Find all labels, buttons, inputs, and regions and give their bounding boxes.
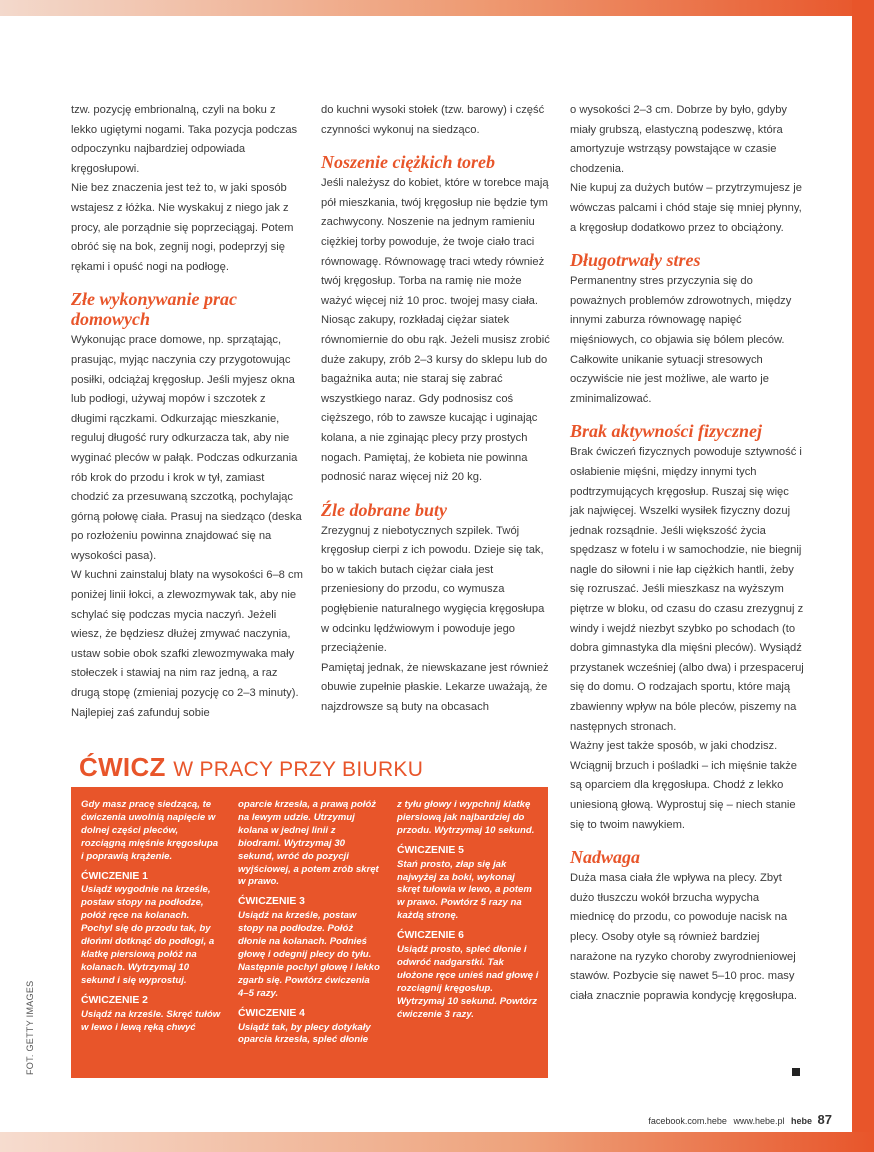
paragraph: Nie kupuj za dużych butów – przytrzymujesz je wówczas palcami i chód staje się mniej płynny, a kręgosłup dodatkowo przez to obciążony. <box>570 182 802 234</box>
exercise-box-title-bold: ĆWICZ <box>79 752 166 782</box>
paragraph: Niosąc zakupy, rozkładaj ciężar siatek równomiernie do obu rąk. Jeżeli musisz zrobić duże zakupy, zrób 2–3 kursy do sklepu lub do bagażnika auta; nie staraj się zabrać wszystkiego naraz. Gdy podnosisz coś cięższego, rób to zawsze kucając i uginając kolana, a nie zginając plecy przy prostych nogach. Pamiętaj, że kobieta nie powinna podnosić naraz więcej niż 20 kg. <box>321 314 550 484</box>
section-heading-bags: Noszenie ciężkich toreb <box>321 152 495 173</box>
exercise-text: Stań prosto, złap się jak najwyżej za boki, wykonaj skręt tułowia w lewo, a potem w prawo. Powtórz 5 razy na każdą stronę. <box>397 858 532 922</box>
footer-facebook-link[interactable]: facebook.com.hebe <box>648 1116 727 1126</box>
section-heading-shoes: Źle dobrane buty <box>321 499 447 520</box>
footer-web-link[interactable]: www.hebe.pl <box>733 1116 785 1126</box>
footer-brand: hebe <box>791 1116 813 1126</box>
exercise-heading: ĆWICZENIE 3 <box>238 896 305 908</box>
paragraph: Zrezygnuj z niebotycznych szpilek. Twój kręgosłup cierpi z ich powodu. Dzieje się tak, bo w takich butach ciężar ciała jest przeniesiony do przodu, co wymusza pogłębienie naturalnego wygięcia kręgosłupa w odcinku lędźwiowym i powoduje jego przeciążenie. <box>321 524 545 655</box>
exercise-column-1 <box>81 799 223 1041</box>
exercise-text: Usiądź prosto, spleć dłonie i odwróć nadgarstki. Tak ułożone ręce unieś nad głowę i rozciągnij kręgosłup. Wytrzymaj 10 sekund. Powtórz ćwiczenie 3 razy. <box>397 944 539 1020</box>
section-heading-housework: Złe wykonywanie prac domowych <box>71 289 237 330</box>
exercise-text: z tyłu głowy i wypchnij klatkę piersiową jak najbardziej do przodu. Wytrzymaj 10 sekund. <box>397 799 535 836</box>
page-number: 87 <box>817 1112 832 1127</box>
exercise-text: oparcie krzesła, a prawą połóż na lewym udzie. Utrzymuj kolana w jednej linii z biodrami. Wytrzymaj 30 sekund, wróć do pozycji wyjściowej, a potem zrób skręt w prawo. <box>238 799 379 888</box>
text-column-3 <box>570 101 805 1006</box>
paragraph: Jeśli należysz do kobiet, które w torebce mają pół mieszkania, twój kręgosłup nie będzie tym zachwycony. Noszenie na jednym ramieniu ciężkiej torby powoduje, że twoje ciało traci równowagę. Równowagę traci wtedy również twój kręgosłup. Torba na ramię nie może ważyć więcej niż 10 proc. twojej masy ciała. <box>321 177 549 307</box>
section-heading-stress: Długotrwały stres <box>570 250 701 271</box>
paragraph: Wykonując prace domowe, np. sprzątając, prasując, myjąc naczynia czy przygotowując posiłki, odciążaj kręgosłup. Jeśli myjesz okna lub podłogi, używaj mopów i szczotek z długimi rączkami. Odkurzając mieszkanie, reguluj długość rury odkurzacza tak, aby nie wyginać pleców w pałąk. Podczas odkurzania rób krok do przodu i krok w tył, zamiast chodzić za przesuwaną szczotką, pochylając górną połowę ciała. Prasuj na siedząco (deska po rozłożeniu powinna znajdować się na wysokości pasa). <box>71 334 302 562</box>
text-column-1 <box>71 101 303 723</box>
top-decorative-bar <box>0 0 874 16</box>
exercise-column-3 <box>397 799 539 1029</box>
paragraph: o wysokości 2–3 cm. Dobrze by było, gdyby miały grubszą, elastyczną podeszwę, która amortyzuje wstrząsy powstające w czasie chodzenia. <box>570 104 788 175</box>
exercise-text: Usiądź wygodnie na krześle, postaw stopy na podłodze, połóż ręce na kolanach. Pochyl się do przodu tak, by dłońmi dotknąć do podłogi, a klatkę piersiową połóż na kolanach. Wytrzymaj 10 sekund i się wyprostuj. <box>81 884 215 986</box>
paragraph: Nie bez znaczenia jest też to, w jaki sposób wstajesz z łóżka. Nie wyskakuj z niego jak z procy, ale porządnie się poprzeciągaj. Potem obróć się na bok, zegnij nogi, podeprzyj się rękami i opuść nogi na podłogę. <box>71 182 294 273</box>
end-of-article-square <box>792 1068 800 1076</box>
exercise-heading: ĆWICZENIE 1 <box>81 870 148 882</box>
text-column-2 <box>321 101 553 718</box>
paragraph: Pamiętaj jednak, że niewskazane jest również obuwie zupełnie płaskie. Lekarze uważają, że najzdrowsze są buty na obcasach <box>321 661 549 714</box>
exercise-heading: ĆWICZENIE 5 <box>397 844 464 856</box>
exercise-box-title <box>79 752 539 785</box>
exercise-text: Usiądź na krześle. Skręć tułów w lewo i lewą ręką chwyć <box>81 1008 221 1033</box>
paragraph: Brak ćwiczeń fizycznych powoduje sztywność i osłabienie mięśni, między innymi tych podtrzymujących kręgosłup. Ruszaj się więc jak najwięcej. Wszelki wysiłek fizyczny dozuj jednak rozsądnie. Jeśli większość życia spędzasz w fotelu i w samochodzie, nie biegnij nagle do siłowni i nie łap ciężkich hantli, żeby się rozruszać. Jeśli mieszkasz na wyższym piętrze w bloku, od czasu do czasu zrezygnuj z windy i wejdź niezbyt szybko po schodach (to dobra gimnastyka dla mięśni pleców). Wysiądź przystanek wcześniej (albo dwa) i przespaceruj się do domu. O rodzajach sportu, które mają zbawienny wpływ na bóle pleców, piszemy na następnych stronach. <box>570 446 804 733</box>
exercise-box-title-rest: W PRACY PRZY BIURKU <box>173 758 424 781</box>
exercise-text: Usiądź na krześle, postaw stopy na podłodze. Połóż dłonie na kolanach. Podnieś głowę i odegnij plecy do tyłu. Następnie pochyl głowę i lekko zgarb się. Powtórz ćwiczenia 4–5 razy. <box>238 910 380 999</box>
page-footer <box>644 1112 832 1127</box>
section-heading-weight: Nadwaga <box>570 847 641 868</box>
exercise-box <box>71 787 548 1078</box>
bottom-decorative-bar <box>0 1132 874 1152</box>
exercise-heading: ĆWICZENIE 2 <box>81 994 148 1006</box>
paragraph: do kuchni wysoki stołek (tzw. barowy) i część czynności wykonuj na siedząco. <box>321 104 545 136</box>
paragraph: Permanentny stres przyczynia się do poważnych problemów zdrowotnych, między innymi zaburza równowagę napięć mięśniowych, co objawia się bólem pleców. Całkowite unikanie sytuacji stresowych oczywiście nie jest możliwe, ale warto je zminimalizować. <box>570 275 792 405</box>
paragraph: W kuchni zainstaluj blaty na wysokości 6–8 cm poniżej linii łokci, a zlewozmywak tak, aby nie schylać się podczas mycia naczyń. Jeżeli wiesz, że będziesz dłużej zmywać naczynia, ustaw sobie obok szafki zlewozmywaka mały stołeczek i stawiaj na nim raz jedną, a raz drugą stopę (zmieniaj pozycję co 2–3 minuty). Najlepiej zaś zafunduj sobie <box>71 569 303 719</box>
exercise-heading: ĆWICZENIE 6 <box>397 930 464 942</box>
right-decorative-bar <box>852 0 874 1152</box>
exercise-column-2 <box>238 799 380 1054</box>
photo-credit: FOT. GETTY IMAGES <box>25 980 35 1075</box>
exercise-text: Usiądź tak, by plecy dotykały oparcia krzesła, spleć dłonie <box>238 1021 371 1046</box>
exercise-intro: Gdy masz pracę siedzącą, te ćwiczenia uwolnią napięcie w dolnej części pleców, rozciągną mięśnie kręgosłupa i poprawią krążenie. <box>81 799 219 862</box>
paragraph: Duża masa ciała źle wpływa na plecy. Zbyt dużo tłuszczu wokół brzucha wypycha miednicę do przodu, co powoduje nacisk na plecy. Osoby otyłe są również bardziej narażone na ryzyko choroby zwyrodnieniowej stawów. Pozbycie się nawet 5–10 proc. masy ciała znacznie poprawia kondycję kręgosłupa. <box>570 872 797 1002</box>
paragraph: tzw. pozycję embrionalną, czyli na boku z lekko ugiętymi nogami. Taka pozycja podczas odpoczynku najbardziej odpowiada kręgosłupowi. <box>71 104 298 175</box>
paragraph: Ważny jest także sposób, w jaki chodzisz. Wciągnij brzuch i pośladki – ich mięśnie także są oparciem dla kręgosłupa. Chodź z lekko uniesioną głową. Wyprostuj się – niech stanie się to twoim nawykiem. <box>570 740 797 831</box>
exercise-heading: ĆWICZENIE 4 <box>238 1007 305 1019</box>
section-heading-activity: Brak aktywności fizycznej <box>570 421 762 442</box>
